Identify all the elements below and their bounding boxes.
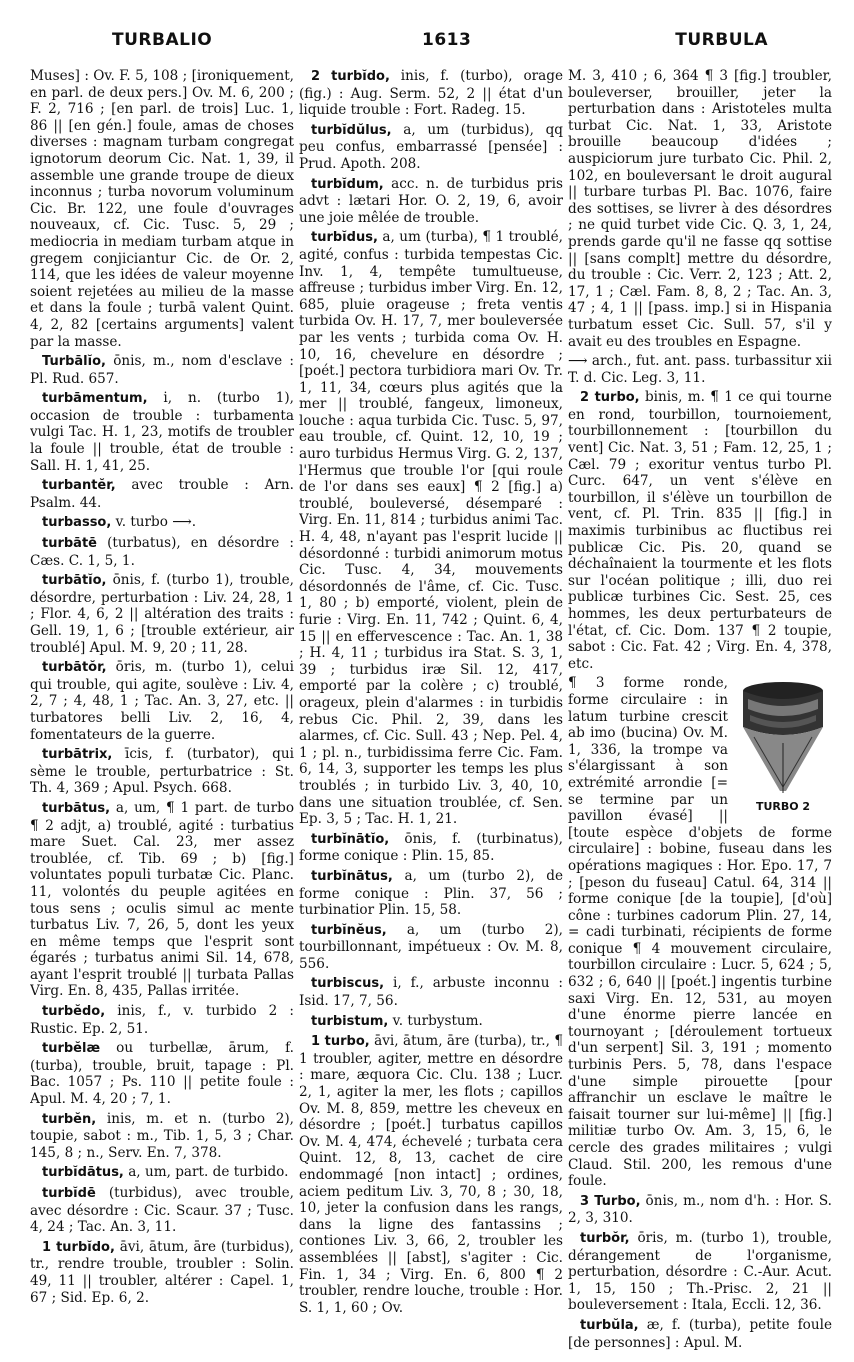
figure-caption: TURBO 2 — [755, 800, 811, 814]
dictionary-entry — [299, 1013, 563, 1031]
headword: turbātrix, — [42, 747, 113, 763]
entry-definition: v. turbo ⟶. — [111, 514, 197, 531]
headword: 1 turbo, — [311, 1034, 370, 1050]
dictionary-entry — [299, 975, 563, 1009]
headword: turbantĕr, — [42, 478, 116, 494]
headword: turbistum, — [311, 1013, 389, 1029]
dictionary-entry — [30, 1003, 294, 1037]
dictionary-entry — [299, 1033, 563, 1316]
entry-definition: ¶ 3 forme ronde, forme circulaire : in latum turbine crescit ab imo (bucina) Ov. M. 1, 336, la trompe va s'élargissant à son extrémité arrondie [= se termine par un pavillon évasé] || [toute espèce d'objets de forme circulaire] : bobine, fuseau dans les opérations magiques : Hor. Epo. 17, 7 ; [peson du fuseau] Catul. 64, 314 || forme conique [de la toupie], [d'où] cône : turbines cadorum Plin. 27, 14, = cadi turbinati, récipients de forme conique ¶ 4 mouvement circulaire, tourbillon circulaire : Lucr. 5, 624 ; 5, 632 ; 6, 640 || [poét.] ingentis turbine saxi Virg. En. 12, 531, au moyen d'une énorme pierre lancée en tournoyant ; [déroulement tortueux d'un serpent] Sil. 3, 191 ; momento turbinis Pers. 5, 78, dans l'espace d'une simple pirouette [pour affranchir un esclave le maître le faisait tourner sur lui-même] || [fig.] militiæ turbo Ov. Am. 3, 15, 6, le cercle des grades militaires ; vulgi Claud. Stil. 200, les remous d'une foule. — [568, 675, 832, 1190]
entry-definition: inis, m. et n. (turbo 2), toupie, sabot : m., Tib. 1, 5, 3 ; Char. 145, 8 ; n., Serv. En. 7, 378. — [30, 1110, 294, 1161]
headword: turbĭdē — [42, 1186, 96, 1201]
entry-definition: ōris, m. (turbo 1), celui qui trouble, qui agite, soulève : Liv. 4, 2, 7 ; 4, 48, 1 ; Tac. An. 3, 27, etc. || turbatores belli Liv. 2, 16, 4, fomentateurs de la guerre. — [30, 659, 294, 743]
headword: turbĭdātus, — [42, 1165, 124, 1181]
entry-definition: Muses] : Ov. F. 5, 108 ; [ironiquement, en parl. de deux pers.] Ov. M. 6, 200 ; F. 2, 716 ; [en parl. de trois] Luc. 1, 86 || [en gén.] foule, amas de choses diverses : magnam turbam congregat ignotorum deorum Cic. Nat. 1, 39, il assemble une grande troupe de dieux inconnus ; turba novorum voluminum Cic. Br. 122, une foule d'ouvrages nouveaux, cf. Cic. Tusc. 5, 29 ; mediocria in mediam turbam atque in gregem conjiciantur Cic. de Or. 2, 114, que les idées de valeur moyenne soient rejetées au milieu de la masse et dans la foule ; turbā valent Quint. 4, 2, 82 [certains arguments] valent par la masse. — [30, 68, 294, 350]
dictionary-entry — [30, 390, 294, 474]
left-running-head: TURBALIO — [112, 30, 213, 50]
column-2 — [299, 68, 563, 1356]
headword: turbĭdŭlus, — [311, 122, 392, 138]
dictionary-entry — [299, 122, 563, 173]
headword: turbiscus, — [311, 976, 385, 992]
headword: Turbālĭo, — [42, 354, 106, 370]
headword: 2 turbĭdo, — [311, 69, 390, 84]
headword: turbĭdum, — [311, 176, 384, 192]
spinning-top-illustration — [734, 679, 832, 819]
headword: 3 Turbo, — [580, 1193, 641, 1209]
dictionary-entry — [30, 746, 294, 797]
entry-definition: ōnis, f. (turbo 1), trouble, désordre, perturbation : Liv. 24, 28, 1 ; Flor. 4, 6, 2 || altération des traits : Gell. 19, 1, 6 ; [trouble extérieur, air troublé] Apul. M. 9, 20 ; 11, 28. — [30, 572, 294, 656]
entry-definition: i, n. (turbo 1), occasion de trouble : turbamenta vulgi Tac. H. 1, 23, motifs de troubler la foule || trouble, état de trouble : Sall. H. 1, 41, 25. — [30, 390, 294, 474]
entry-definition: ou turbellæ, ārum, f. (turba), trouble, bruit, tapage : Pl. Bac. 1057 ; Ps. 110 || petite foule : Apul. M. 4, 20 ; 7, 1. — [30, 1040, 294, 1108]
headword: 2 turbo, — [580, 390, 640, 406]
dictionary-entry — [30, 1185, 294, 1236]
headword: turbĕdo, — [42, 1004, 106, 1020]
headword: turbĭdus, — [311, 230, 378, 246]
headword: turbasso, — [42, 515, 112, 531]
entry-definition: āvi, ātum, āre (turbidus), tr., rendre trouble, troubler : Solin. 49, 11 || troubler, altérer : Capel. 1, 67 ; Sid. Ep. 6, 2. — [30, 1238, 294, 1306]
dictionary-entry — [30, 535, 294, 569]
page-header — [30, 30, 832, 60]
dictionary-entry — [299, 176, 563, 227]
entry-definition: a, um (turbo 2), tourbillonnant, impétueux : Ov. M. 8, 556. — [299, 921, 563, 972]
entry-definition: M. 3, 410 ; 6, 364 ¶ 3 [fig.] troubler, bouleverser, brouiller, jeter la perturbation dans : Aristoteles multa turbat Cic. Nat. 1, 33, Aristote brouille beaucoup d'idées ; auspiciorum jure turbato Cic. Phil. 2, 102, en bouleversant le droit augural || turbare turbas Pl. Bac. 1076, faire des sottises, se livrer à des désordres ; ne quid turbet vide Cic. Q. 3, 1, 24, prends garde qu'il ne fasse qq sottise || [sans complt] mettre du désordre, du trouble : Cic. Verr. 2, 123 ; Att. 2, 17, 1 ; Cæl. Fam. 8, 8, 2 ; Tac. An. 3, 47 ; 4, 1 || [pass. imp.] si in Hispania turbatum esset Cic. Sull. 57, s'il y avait eu des troubles en Espagne. — [568, 68, 832, 350]
dictionary-entry — [299, 868, 563, 919]
entry-definition: ōnis, f. (turbinatus), forme conique : Plin. 15, 85. — [299, 830, 563, 865]
dictionary-entry — [568, 353, 832, 386]
entry-definition: a, um, ¶ 1 part. de turbo ¶ 2 adjt, a) troublé, agité : turbatius mare Suet. Cal. 23, mer assez troublée, cf. Tib. 69 ; b) [fig.] voluntates populi turbatæ Cic. Planc. 11, volontés du peuple agitées en tous sens ; oculis simul ac mente turbatus Liv. 7, 26, 5, dont les yeux en même temps que l'esprit sont égarés ; turbatus animi Sil. 14, 678, ayant l'esprit troublé || turbata Pallas Virg. En. 8, 435, Pallas irritée. — [30, 799, 294, 1000]
entry-definition: v. turbystum. — [388, 1012, 483, 1029]
dictionary-entry — [30, 1111, 294, 1162]
entry-definition: acc. n. de turbidus pris advt : lætari Hor. O. 2, 19, 6, avoir une joie mêlée de trouble. — [299, 175, 563, 226]
headword: turbāmentum, — [42, 391, 148, 407]
headword: turbŏr, — [580, 1230, 630, 1246]
entry-definition: a, um (turbidus), qq peu confus, embarrassé [pensée] : Prud. Apoth. 208. — [299, 121, 563, 172]
entry-definition: i, f., arbuste inconnu : Isid. 17, 7, 56. — [299, 975, 563, 1010]
headword: turbĭnātus, — [311, 868, 393, 884]
dictionary-entry — [568, 68, 832, 350]
entry-definition: (turbidus), avec trouble, avec désordre : Cic. Scaur. 37 ; Tusc. 4, 24 ; Tac. An. 3, 11. — [30, 1185, 294, 1236]
entry-definition: a, um (turba), ¶ 1 troublé, agité, confus : turbida tempestas Cic. Inv. 1, 4, tempête tumultueuse, affreuse ; turbidus imber Virg. En. 12, 685, pluie orageuse ; freta ventis turbida Ov. H. 17, 7, mer bouleversée par les vents ; turbida coma Ov. H. 10, 16, chevelure en désordre ; [poét.] pectora turbidiora mari Ov. Tr. 1, 11, 34, cœurs plus agités que la mer || troublé, fangeux, limoneux, louche : aqua turbida Cic. Tusc. 5, 97, eau trouble, cf. Quint. 12, 10, 19 ; auro turbidus Hermus Virg. G. 2, 137, l'Hermus que trouble l'or [qui roule de l'or dans ses eaux] ¶ 2 [fig.] a) troublé, bouleversé, désemparé : Virg. En. 11, 814 ; turbidus animi Tac. H. 4, 48, n'ayant pas l'esprit lucide || désordonné : turbidi animorum motus Cic. Tusc. 4, 34, mouvements désordonnés de l'âme, cf. Cic. Tusc. 1, 80 ; b) emporté, violent, plein de furie : Virg. En. 11, 742 ; Quint. 6, 4, 15 || en effervescence : Tac. An. 1, 38 ; H. 4, 11 ; turbidus ira Stat. S. 3, 1, 39 ; turbidus iræ Sil. 12, 417, emporté par la colère ; c) troublé, orageux, plein d'alarmes : in turbidis rebus Cic. Phil. 2, 39, dans les alarmes, cf. Cic. Sull. 43 ; Nep. Pel. 4, 1 ; pl. n., turbidissima ferre Cic. Fam. 6, 14, 3, supporter les temps les plus troublés ; in turbido Liv. 3, 40, 10, dans une situation troublée, cf. Sen. Ep. 3, 5 ; Tac. H. 1, 21. — [299, 229, 563, 828]
entry-definition: īcis, f. (turbator), qui sème le trouble, perturbatrice : St. Th. 4, 369 ; Apul. Psych. 668. — [30, 746, 294, 797]
dictionary-entry — [30, 68, 294, 350]
entry-definition: ōnis, m., nom d'esclave : Pl. Rud. 657. — [30, 353, 294, 387]
dictionary-entry — [299, 831, 563, 865]
dictionary-entry — [568, 1230, 832, 1314]
headword: turbātĭo, — [42, 573, 107, 589]
dictionary-entry — [299, 68, 563, 119]
entry-definition: ⟶ arch., fut. ant. pass. turbassitur xii T. d. Cic. Leg. 3, 11. — [568, 353, 832, 386]
dictionary-columns — [30, 68, 832, 1358]
dictionary-entry — [568, 1193, 832, 1227]
entry-definition: avec trouble : Arn. Psalm. 44. — [30, 477, 294, 511]
entry-definition: ōris, m. (turbo 1), trouble, dérangement de l'organisme, perturbation, désordre : C.-Aur. Acut. 1, 15, 150 ; Th.-Prisc. 2, 21 || bouleversement : Itala, Eccli. 12, 36. — [568, 1229, 832, 1314]
dictionary-entry — [30, 659, 294, 743]
entry-definition: a, um, part. de turbido. — [123, 1164, 289, 1181]
dictionary-entry — [30, 477, 294, 511]
headword: turbĕlæ — [42, 1041, 101, 1057]
entry-definition: binis, m. ¶ 1 ce qui tourne en rond, tourbillon, tournoiement, tourbillonnement : [tourbillon du vent] Cic. Nat. 3, 51 ; Fam. 12, 25, 1 ; Cæl. 79 ; exoritur ventus turbo Pl. Curc. 647, un vent s'élève en tourbillon, il s'élève un tourbillon de vent, cf. Pl. Trin. 835 || [fig.] in maximis turbinibus ac fluctibus rei publicæ Cic. Pis. 20, quand se déchaînaient la tourmente et les flots sur l'océan politique ; illi, duo rei publicæ turbines Cic. Sest. 25, ces hommes, les deux perturbateurs de l'état, cf. Cic. Dom. 137 ¶ 2 toupie, sabot : Cic. Fat. 42 ; Virg. En. 4, 378, etc. — [568, 389, 832, 672]
entry-definition: æ, f. (turba), petite foule [de personnes] : Apul. M. — [568, 1316, 832, 1351]
headword: turbātŏr, — [42, 660, 107, 676]
dictionary-entry — [299, 229, 563, 827]
entry-definition: a, um (turbo 2), de forme conique : Plin. 37, 56 ; turbinatior Plin. 15, 58. — [299, 867, 563, 919]
entry-definition: (turbatus), en désordre : Cæs. C. 1, 5, 1. — [30, 535, 294, 569]
headword: 1 turbĭdo, — [42, 1239, 115, 1255]
entry-definition: inis, f., v. turbido 2 : Rustic. Ep. 2, 51. — [30, 1003, 294, 1037]
dictionary-entry — [30, 353, 294, 387]
headword: turbĭnĕus, — [311, 922, 387, 938]
dictionary-entry — [30, 1040, 294, 1107]
right-running-head: TURBULA — [675, 30, 768, 50]
headword: turbātē — [42, 536, 97, 552]
headword: turbĭnātĭo, — [311, 831, 390, 847]
dictionary-entry — [30, 514, 294, 532]
entry-definition: ōnis, m., nom d'h. : Hor. S. 2, 3, 310. — [568, 1192, 832, 1227]
column-3 — [568, 68, 832, 1356]
dictionary-entry — [30, 1239, 294, 1306]
dictionary-entry — [30, 800, 294, 1000]
dictionary-entry — [30, 572, 294, 656]
dictionary-entry — [299, 922, 563, 973]
dictionary-entry — [568, 675, 832, 1189]
page-number: 1613 — [422, 30, 472, 50]
column-1 — [30, 68, 294, 1356]
dictionary-entry — [568, 1317, 832, 1351]
headword: turbĕn, — [42, 1111, 97, 1127]
dictionary-entry — [30, 1164, 294, 1182]
headword: turbātus, — [42, 800, 111, 816]
headword: turbŭla, — [580, 1317, 639, 1333]
spinning-top-icon — [734, 679, 832, 797]
entry-definition: āvi, ātum, āre (turba), tr., ¶ 1 troubler, agiter, mettre en désordre : mare, æquora Cic. Clu. 138 ; Lucr. 2, 1, agiter la mer, les flots ; capillos Ov. M. 8, 859, mettre les cheveux en désordre ; [poét.] turbatus capillos Ov. M. 4, 474, échevelé ; turbata cera Quint. 12, 8, 13, cachet de cire endommagé [non intact] ; ordines, aciem peditum Liv. 3, 70, 8 ; 30, 18, 10, jeter la confusion dans les rangs, dans la ligne des fantassins ; contiones Liv. 3, 66, 2, troubler les assemblées || [abst], s'agiter : Cic. Fin. 1, 34 ; Virg. En. 6, 800 ¶ 2 troubler, rendre louche, trouble : Hor. S. 1, 1, 60 ; Ov. — [299, 1033, 563, 1316]
entry-definition: inis, f. (turbo), orage (fig.) : Aug. Serm. 52, 2 || état d'un liquide trouble : Fort. Radeg. 15. — [299, 68, 563, 119]
dictionary-entry — [568, 389, 832, 672]
